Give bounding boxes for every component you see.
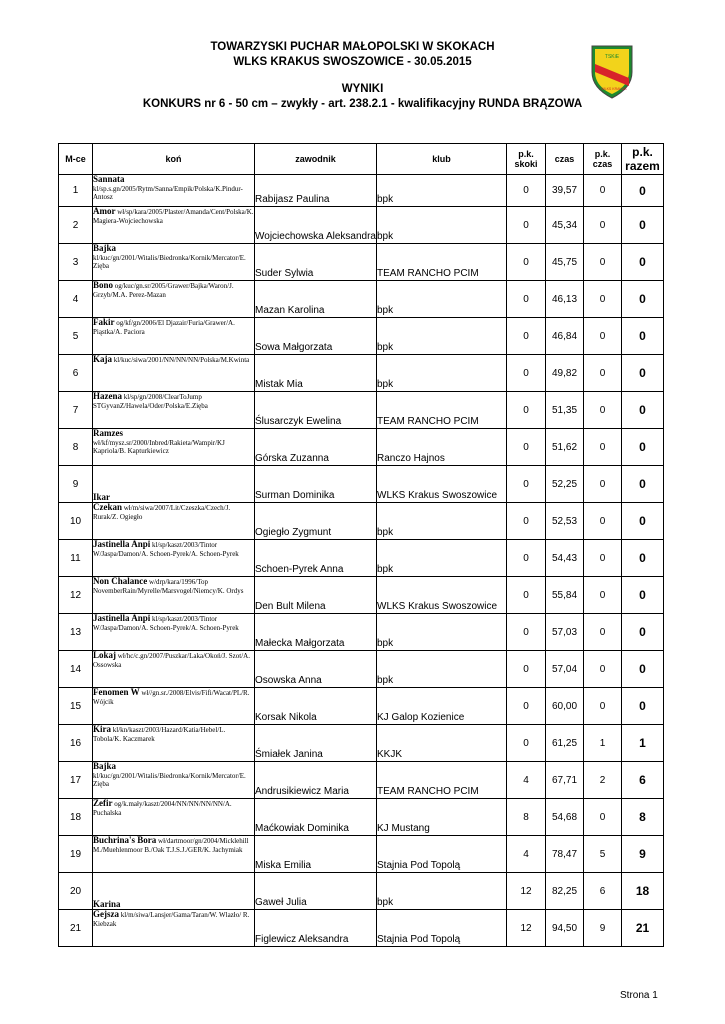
horse-cell: [93, 355, 255, 392]
time-cell: 52,53: [546, 503, 584, 540]
table-row: [59, 503, 664, 540]
total-faults-cell: 0: [622, 577, 664, 614]
horse-name: Ikar: [93, 491, 111, 502]
horse-details: kl/kuc/gn/2001/Witalis/Biedronka/Kornik/Mercator/E. Zięba: [93, 253, 246, 270]
total-faults-cell: 21: [622, 910, 664, 947]
time-cell: 46,84: [546, 318, 584, 355]
time-faults-cell: 0: [584, 355, 622, 392]
time-cell: 49,82: [546, 355, 584, 392]
table-row: [59, 318, 664, 355]
horse-cell: [93, 799, 255, 836]
horse-details: kl/kuc/siwa/2001/NN/NN/NN/Polska/M.Kwinta: [113, 356, 250, 364]
jump-faults-cell: 4: [507, 836, 546, 873]
total-faults-cell: 0: [622, 207, 664, 244]
rank-cell: 2: [59, 207, 93, 244]
rank-cell: 20: [59, 873, 93, 910]
time-faults-cell: 0: [584, 651, 622, 688]
rider-cell: Mazan Karolina: [255, 281, 377, 318]
horse-name: Non Chalance: [93, 576, 148, 586]
horse-cell: [93, 873, 255, 910]
horse-cell: [93, 725, 255, 762]
rank-cell: 6: [59, 355, 93, 392]
horse-cell: [93, 688, 255, 725]
club-cell: KJ Mustang: [377, 799, 507, 836]
horse-cell: [93, 762, 255, 799]
rank-cell: 12: [59, 577, 93, 614]
horse-name: Jastinella Anpi: [93, 613, 151, 623]
horse-name: Buchrina's Bora: [93, 835, 157, 845]
horse-name: Fakir: [93, 317, 115, 327]
total-faults-cell: 8: [622, 799, 664, 836]
horse-details: kl/sp/kaszt/2003/Tintor W/Jaspa/Damon/A. Schoen-Pyrek/A. Schoen-Pyrek: [93, 615, 239, 632]
table-row: [59, 577, 664, 614]
horse-cell: [93, 910, 255, 947]
club-cell: bpk: [377, 503, 507, 540]
horse-name: Zefir: [93, 798, 113, 808]
horse-cell: [93, 651, 255, 688]
total-faults-cell: 0: [622, 175, 664, 207]
rank-cell: 14: [59, 651, 93, 688]
results-heading: WYNIKI: [341, 83, 384, 95]
club-cell: bpk: [377, 207, 507, 244]
jump-faults-cell: 0: [507, 392, 546, 429]
time-faults-cell: 6: [584, 873, 622, 910]
rider-cell: Andrusikiewicz Maria: [255, 762, 377, 799]
time-cell: 51,62: [546, 429, 584, 466]
total-faults-cell: 0: [622, 392, 664, 429]
rider-cell: Suder Sylwia: [255, 244, 377, 281]
col-header-horse: koń: [93, 144, 255, 175]
jump-faults-cell: 0: [507, 540, 546, 577]
rider-cell: Gaweł Julia: [255, 873, 377, 910]
table-row: [59, 836, 664, 873]
horse-cell: [93, 318, 255, 355]
horse-details: kl/kuc/gn/2001/Witalis/Biedronka/Kornik/Mercator/E. Zięba: [93, 771, 246, 788]
time-cell: 45,75: [546, 244, 584, 281]
horse-details: wł/dartmoor/gn/2004/Micklehill M./Muehlenmoor B./Oak T.J.S.J./GER/K. Jachymiak: [93, 837, 249, 854]
rider-cell: Śmiałek Janina: [255, 725, 377, 762]
rider-cell: Miska Emilia: [255, 836, 377, 873]
time-faults-cell: 0: [584, 614, 622, 651]
club-shield-logo: [590, 44, 634, 100]
club-cell: bpk: [377, 873, 507, 910]
total-faults-cell: 6: [622, 762, 664, 799]
total-faults-cell: 0: [622, 318, 664, 355]
horse-cell: [93, 281, 255, 318]
rank-cell: 9: [59, 466, 93, 503]
club-cell: WLKS Krakus Swoszowice: [377, 577, 507, 614]
horse-cell: [93, 207, 255, 244]
jump-faults-cell: 0: [507, 244, 546, 281]
table-row: [59, 207, 664, 244]
rider-cell: Mistak Mia: [255, 355, 377, 392]
club-cell: Stajnia Pod Topolą: [377, 836, 507, 873]
jump-faults-cell: 12: [507, 910, 546, 947]
horse-details: og/kuc/gn.sr/2005/Grawer/Bajka/Waron/J. Grzyb/M.A. Perez-Mazan: [93, 282, 234, 299]
horse-name: Gejsza: [93, 909, 119, 919]
horse-name: Kaja: [93, 354, 112, 364]
horse-details: kl/sp/gn/2008/ClearToJump STGyvanZ/Hawela/Oder/Polska/E.Zięba: [93, 393, 208, 410]
jump-faults-cell: 0: [507, 466, 546, 503]
jump-faults-cell: 0: [507, 688, 546, 725]
rank-cell: 16: [59, 725, 93, 762]
rank-cell: 7: [59, 392, 93, 429]
rider-cell: Małecka Małgorzata: [255, 614, 377, 651]
jump-faults-cell: 0: [507, 281, 546, 318]
club-cell: KKJK: [377, 725, 507, 762]
club-cell: bpk: [377, 318, 507, 355]
jump-faults-cell: 4: [507, 762, 546, 799]
horse-details: og/k.mały/kaszt/2004/NN/NN/NN/NN/A. Puchalska: [93, 800, 232, 817]
club-cell: TEAM RANCHO PCIM: [377, 392, 507, 429]
horse-cell: [93, 836, 255, 873]
table-row: [59, 614, 664, 651]
horse-name: Czekan: [93, 502, 122, 512]
time-cell: 94,50: [546, 910, 584, 947]
horse-name: Jastinella Anpi: [93, 539, 151, 549]
time-cell: 39,57: [546, 175, 584, 207]
rank-cell: 19: [59, 836, 93, 873]
horse-details: wł/hc/c.gn/2007/Puszkar/Laka/Okoń/J. Szot/A. Ossowska: [93, 652, 250, 669]
rank-cell: 8: [59, 429, 93, 466]
total-faults-cell: 0: [622, 540, 664, 577]
rider-cell: Osowska Anna: [255, 651, 377, 688]
col-header-jump-faults: p.k. skoki: [507, 144, 546, 175]
horse-cell: [93, 466, 255, 503]
horse-details: kl/kn/kaszt/2003/Hazard/Katia/Hebel/L. Tobola/K. Kaczmarek: [93, 726, 226, 743]
rider-cell: Den Bult Milena: [255, 577, 377, 614]
table-row: [59, 429, 664, 466]
table-row: [59, 799, 664, 836]
rider-cell: Maćkowiak Dominika: [255, 799, 377, 836]
table-row: [59, 725, 664, 762]
total-faults-cell: 9: [622, 836, 664, 873]
horse-cell: [93, 175, 255, 207]
table-row: [59, 281, 664, 318]
club-cell: bpk: [377, 355, 507, 392]
logo-bottom-text: WLKS KRAKUS: [601, 87, 627, 91]
total-faults-cell: 0: [622, 244, 664, 281]
rank-cell: 13: [59, 614, 93, 651]
jump-faults-cell: 0: [507, 725, 546, 762]
rider-cell: Rabijasz Paulina: [255, 175, 377, 207]
time-faults-cell: 0: [584, 429, 622, 466]
rank-cell: 17: [59, 762, 93, 799]
club-cell: Ranczo Hajnos: [377, 429, 507, 466]
table-row: [59, 392, 664, 429]
club-cell: Stajnia Pod Topolą: [377, 910, 507, 947]
time-faults-cell: 2: [584, 762, 622, 799]
time-faults-cell: 0: [584, 577, 622, 614]
table-row: [59, 651, 664, 688]
jump-faults-cell: 0: [507, 355, 546, 392]
total-faults-cell: 0: [622, 651, 664, 688]
col-header-club: klub: [377, 144, 507, 175]
jump-faults-cell: 0: [507, 503, 546, 540]
club-cell: TEAM RANCHO PCIM: [377, 244, 507, 281]
horse-name: Bajka: [93, 761, 117, 771]
time-faults-cell: 1: [584, 725, 622, 762]
rider-cell: Korsak Nikola: [255, 688, 377, 725]
horse-name: Amor: [93, 206, 116, 216]
rank-cell: 4: [59, 281, 93, 318]
rider-cell: Schoen-Pyrek Anna: [255, 540, 377, 577]
club-cell: bpk: [377, 281, 507, 318]
table-row: [59, 540, 664, 577]
time-cell: 82,25: [546, 873, 584, 910]
time-cell: 54,68: [546, 799, 584, 836]
rider-cell: Ogiegło Zygmunt: [255, 503, 377, 540]
rank-cell: 11: [59, 540, 93, 577]
horse-name: Hazena: [93, 391, 122, 401]
club-cell: bpk: [377, 651, 507, 688]
time-faults-cell: 0: [584, 175, 622, 207]
competition-title: TOWARZYSKI PUCHAR MAŁOPOLSKI W SKOKACH: [210, 41, 495, 53]
time-faults-cell: 0: [584, 207, 622, 244]
col-header-total-faults: p.k. razem: [622, 144, 664, 175]
rank-cell: 1: [59, 175, 93, 207]
horse-name: Kira: [93, 724, 111, 734]
club-cell: bpk: [377, 614, 507, 651]
time-faults-cell: 0: [584, 318, 622, 355]
club-cell: TEAM RANCHO PCIM: [377, 762, 507, 799]
time-cell: 51,35: [546, 392, 584, 429]
time-cell: 55,84: [546, 577, 584, 614]
col-header-time-faults: p.k. czas: [584, 144, 622, 175]
horse-details: w/drp/kara/1996/Top NovemberRain/Myrelle/Marsvogel/Niemcy/K. Ordys: [93, 578, 244, 595]
rank-cell: 3: [59, 244, 93, 281]
total-faults-cell: 18: [622, 873, 664, 910]
horse-name: Bono: [93, 280, 114, 290]
jump-faults-cell: 0: [507, 175, 546, 207]
time-cell: 54,43: [546, 540, 584, 577]
time-faults-cell: 0: [584, 392, 622, 429]
total-faults-cell: 0: [622, 614, 664, 651]
logo-top-text: TSKiE: [604, 54, 620, 60]
jump-faults-cell: 0: [507, 651, 546, 688]
table-row: [59, 688, 664, 725]
jump-faults-cell: 0: [507, 429, 546, 466]
rank-cell: 15: [59, 688, 93, 725]
time-cell: 78,47: [546, 836, 584, 873]
horse-cell: [93, 429, 255, 466]
time-faults-cell: 0: [584, 466, 622, 503]
rider-cell: Wojciechowska Aleksandra: [255, 207, 377, 244]
club-cell: bpk: [377, 540, 507, 577]
table-row: [59, 466, 664, 503]
total-faults-cell: 0: [622, 429, 664, 466]
horse-name: Sannata: [93, 174, 125, 184]
time-faults-cell: 9: [584, 910, 622, 947]
rider-cell: Ślusarczyk Ewelina: [255, 392, 377, 429]
horse-details: wł/kf/mysz.sr/2000/Inbred/Rakieta/Wampir/KJ Kapriola/B. Kapturkiewicz: [93, 438, 225, 455]
time-cell: 46,13: [546, 281, 584, 318]
total-faults-cell: 0: [622, 355, 664, 392]
horse-name: Bajka: [93, 243, 117, 253]
time-faults-cell: 0: [584, 503, 622, 540]
table-header-row: [59, 144, 664, 175]
rank-cell: 10: [59, 503, 93, 540]
horse-cell: [93, 244, 255, 281]
rider-cell: Surman Dominika: [255, 466, 377, 503]
time-cell: 45,34: [546, 207, 584, 244]
total-faults-cell: 0: [622, 503, 664, 540]
time-faults-cell: 0: [584, 281, 622, 318]
class-description: KONKURS nr 6 - 50 cm – zwykły - art. 238.2.1 - kwalifikacyjny RUNDA BRĄZOWA: [142, 98, 583, 110]
horse-details: wł//gn.sr./2008/Elvis/Fifi/Wacat/PL/R. Wójcik: [93, 689, 250, 706]
results-table: [58, 143, 664, 947]
club-cell: KJ Galop Kozienice: [377, 688, 507, 725]
col-header-rider: zawodnik: [255, 144, 377, 175]
time-faults-cell: 0: [584, 688, 622, 725]
time-faults-cell: 0: [584, 244, 622, 281]
jump-faults-cell: 8: [507, 799, 546, 836]
time-cell: 61,25: [546, 725, 584, 762]
time-cell: 67,71: [546, 762, 584, 799]
horse-details: kl/sp.s.gn/2005/Rytm/Sanna/Empik/Polska/K.Pindur-Antosz: [93, 184, 243, 201]
jump-faults-cell: 0: [507, 207, 546, 244]
rank-cell: 5: [59, 318, 93, 355]
horse-cell: [93, 614, 255, 651]
club-cell: bpk: [377, 175, 507, 207]
col-header-rank: M-ce: [59, 144, 93, 175]
horse-name: Fenomen W: [93, 687, 140, 697]
total-faults-cell: 0: [622, 688, 664, 725]
table-row: [59, 910, 664, 947]
horse-details: kl/m/siwa/Lansjer/Gama/Taran/W. Wlazło/ R. Kiebzak: [93, 911, 250, 928]
event-venue-date: WLKS KRAKUS SWOSZOWICE - 30.05.2015: [233, 56, 472, 68]
time-cell: 52,25: [546, 466, 584, 503]
time-cell: 60,00: [546, 688, 584, 725]
horse-details: wł/m/siwa/2007/Lit/Czeszka/Czech/J. Rurak/Z. Ogiegło: [93, 504, 231, 521]
time-faults-cell: 0: [584, 540, 622, 577]
total-faults-cell: 0: [622, 281, 664, 318]
rider-cell: Sowa Małgorzata: [255, 318, 377, 355]
horse-cell: [93, 577, 255, 614]
total-faults-cell: 1: [622, 725, 664, 762]
club-cell: WLKS Krakus Swoszowice: [377, 466, 507, 503]
total-faults-cell: 0: [622, 466, 664, 503]
time-cell: 57,03: [546, 614, 584, 651]
jump-faults-cell: 0: [507, 318, 546, 355]
horse-cell: [93, 540, 255, 577]
horse-details: wł/sp/kara/2005/Plaster/Amanda/Cent/Polska/K. Magiera-Wojciechowska: [93, 208, 254, 225]
rider-cell: Górska Zuzanna: [255, 429, 377, 466]
table-row: [59, 762, 664, 799]
table-row: [59, 873, 664, 910]
time-faults-cell: 0: [584, 799, 622, 836]
horse-cell: [93, 503, 255, 540]
jump-faults-cell: 0: [507, 614, 546, 651]
rank-cell: 18: [59, 799, 93, 836]
table-row: [59, 175, 664, 207]
horse-cell: [93, 392, 255, 429]
rider-cell: Figlewicz Aleksandra: [255, 910, 377, 947]
col-header-time: czas: [546, 144, 584, 175]
jump-faults-cell: 0: [507, 577, 546, 614]
page-number: Strona 1: [620, 990, 658, 1001]
time-faults-cell: 5: [584, 836, 622, 873]
time-cell: 57,04: [546, 651, 584, 688]
horse-details: og/kf/gn/2006/El Djazair/Furia/Grawer/A. Piąstka/A. Paciora: [93, 319, 235, 336]
rank-cell: 21: [59, 910, 93, 947]
jump-faults-cell: 12: [507, 873, 546, 910]
table-row: [59, 355, 664, 392]
table-row: [59, 244, 664, 281]
horse-name: Karina: [93, 898, 121, 909]
horse-name: Ramzes: [93, 428, 123, 438]
horse-details: kl/sp/kaszt/2003/Tintor W/Jaspa/Damon/A. Schoen-Pyrek/A. Schoen-Pyrek: [93, 541, 239, 558]
horse-name: Lokaj: [93, 650, 117, 660]
